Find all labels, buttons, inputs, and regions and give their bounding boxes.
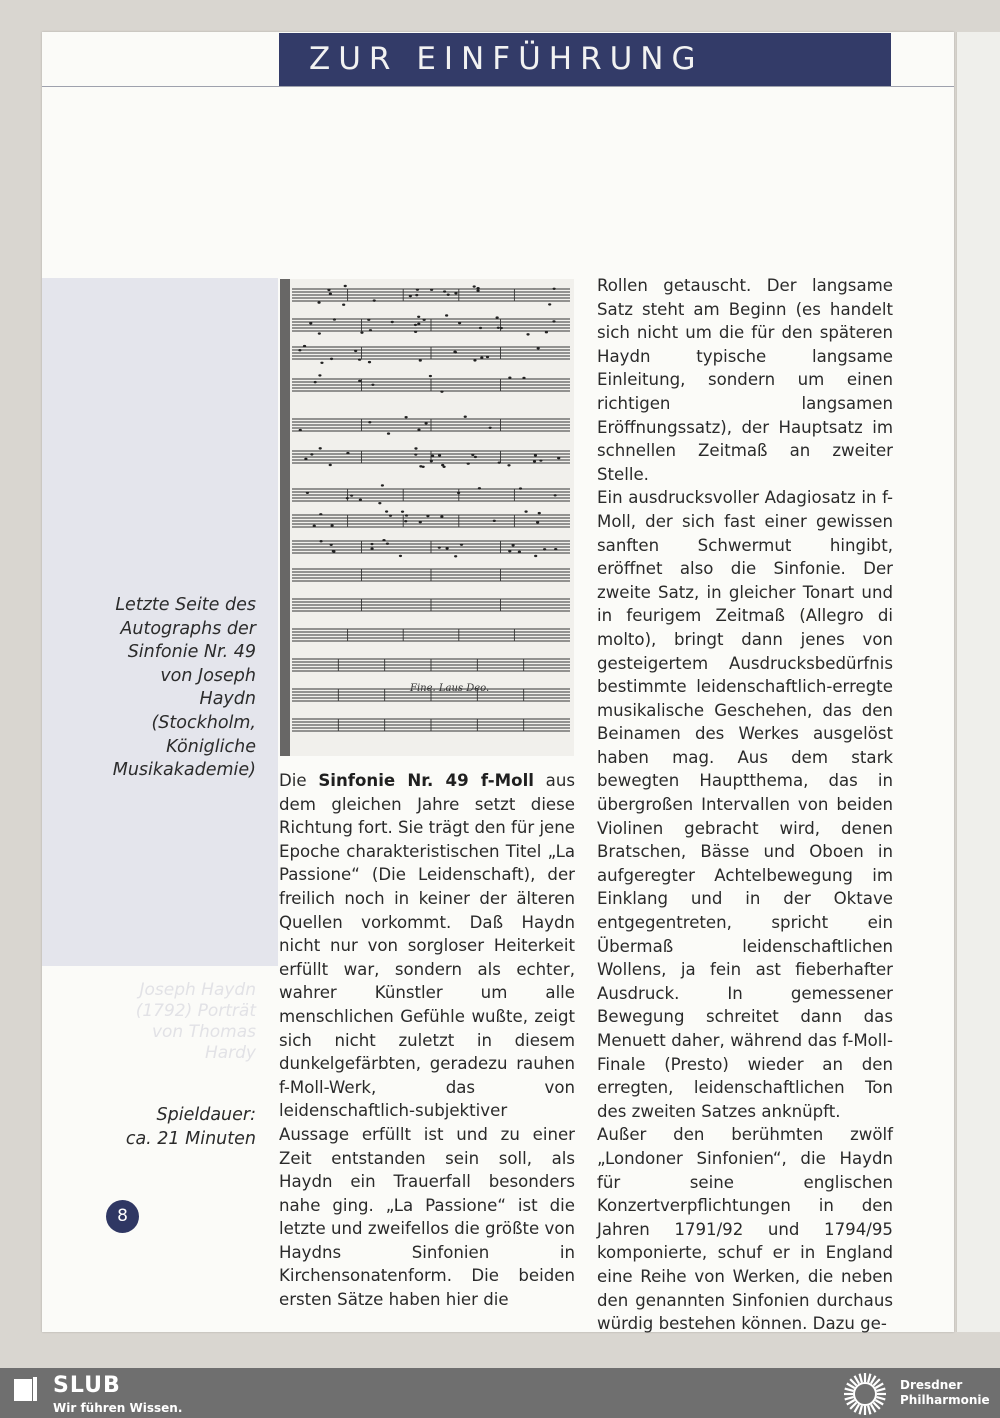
- note-head: [548, 303, 551, 305]
- note-head: [332, 550, 335, 552]
- note-head: [471, 454, 474, 456]
- note-head: [426, 515, 429, 517]
- note-head: [401, 510, 404, 512]
- note-head: [304, 458, 307, 460]
- slub-logo-icon: [12, 1375, 40, 1403]
- logo-ray: [850, 1402, 856, 1408]
- note-head: [370, 548, 373, 550]
- duration: [100, 1104, 256, 1151]
- article-body: aus dem gleichen Jahre setzt diese Richtung fort. Sie trägt den für jene Epoche charakteristischen Titel „La Passione“ (Die Leidenschaft), der freilich noch in keiner der älteren Quellen vorkommt. Daß Haydn nicht nur von sorgloser Heiterkeit erfüllt war, sondern als echter, wahrer Künstler um alle menschlichen Gefühle wußte, zeigt sich nicht zuletzt in diesem dunkelgefärbten, geradezu rauhen f-Moll-Werk, das von leidenschaftlich-subjektiver Aussage erfüllt ist und zu einer Zeit entstanden sein soll, als Haydn ein Trauerfall besonders nahe ging. „La Passione“ ist die letzte und zweifellos die größte von Haydns Sinfonien in Kirchensonatenform. Die beiden ersten Sätze haben hier die: [279, 771, 576, 1310]
- note-head: [454, 292, 457, 294]
- note-head: [519, 487, 522, 489]
- logo-ray: [875, 1384, 883, 1389]
- note-head: [545, 331, 548, 333]
- note-head: [299, 429, 302, 431]
- note-head: [298, 349, 301, 351]
- note-head: [329, 464, 332, 466]
- article-column-middle: [279, 769, 575, 1312]
- note-head: [354, 350, 357, 352]
- note-head: [489, 427, 492, 429]
- note-head: [500, 327, 503, 329]
- note-head: [536, 521, 539, 523]
- note-head: [306, 492, 309, 494]
- note-head: [534, 555, 537, 557]
- article-paragraph: Außer den berühmten zwölf „Londoner Sinfonien“, die Haydn für seine englischen Konzertverpflichtungen in den Jahren 1791/92 und 1794/95 komponierte, schuf er in England eine Reihe von Werken, die neben den genannten Sinfonien durchaus würdig bestehen können. Dazu ge-: [597, 1125, 893, 1334]
- note-head: [476, 287, 479, 289]
- logo-ray: [877, 1397, 886, 1399]
- note-head: [344, 285, 347, 287]
- note-head: [367, 319, 370, 321]
- note-head: [507, 464, 510, 466]
- note-head: [438, 546, 441, 548]
- logo-ray: [855, 1404, 860, 1412]
- note-head: [422, 466, 425, 468]
- note-head: [438, 454, 441, 456]
- note-head: [359, 499, 362, 501]
- logo-ray: [875, 1400, 883, 1405]
- philharmonie-logo-icon: [842, 1371, 888, 1417]
- note-head: [508, 550, 511, 552]
- note-head: [330, 358, 333, 360]
- note-head: [429, 375, 432, 377]
- article-paragraph: Ein ausdrucksvoller Adagiosatz in f-Moll, der sich fast einer gewissen sanften Schwermut hingibt, eröffnet also die Sinfonie. Der zweite Satz, in gleicher Tonart und in feurigem Zeitmaß (Allegro di molto), bringt dann jenes von gesteigertem Ausdrucksbedürfnis bestimmte leidenschaftlich-erregte musikalische Geschehen, das den Beinamen des Werkes ausgelöst haben mag. Aus dem stark bewegten Hauptthema, das in übergroßen Intervallen von beiden Violinen gebracht wird, denen Bratschen, Bässe und Oboen in aufgeregter Achtelbewegung im Einklang und in der Oktave entgegentreten, spricht ein Übermaß leidenschaftlichen Wollens, ja fein ast fieberhafter Ausdruck. In gemessener Bewegung schreitet dann das Menuett daher, während das f-Moll-Finale (Presto) wieder an den erregten, leidenschaftlichen Ton des zweiten Satzes anknüpft.: [597, 488, 893, 1121]
- slub-title: SLUB: [53, 1373, 121, 1398]
- note-head: [333, 318, 336, 320]
- article-paragraph: [279, 769, 575, 1312]
- logo-ray: [873, 1379, 879, 1385]
- note-head: [309, 322, 312, 324]
- note-head: [414, 331, 417, 333]
- note-head: [303, 345, 306, 347]
- note-head: [327, 289, 330, 291]
- note-head: [440, 390, 443, 392]
- note-head: [467, 462, 470, 464]
- score-image: [280, 279, 574, 756]
- note-head: [454, 555, 457, 557]
- note-head: [454, 351, 457, 353]
- note-head: [473, 285, 476, 287]
- article-column-right: [597, 274, 893, 1336]
- note-head: [518, 551, 521, 553]
- logo-ray: [868, 1406, 870, 1415]
- note-head: [386, 543, 389, 545]
- logo-ray: [845, 1397, 854, 1399]
- note-head: [414, 447, 417, 449]
- partner-name: [900, 1378, 990, 1408]
- note-head: [543, 548, 546, 550]
- note-head: [480, 357, 483, 359]
- note-head: [442, 466, 445, 468]
- note-head: [533, 460, 536, 462]
- note-head: [443, 290, 446, 292]
- note-head: [430, 460, 433, 462]
- note-head: [320, 362, 323, 364]
- note-head: [474, 456, 477, 458]
- note-head: [425, 422, 428, 424]
- note-head: [431, 455, 434, 457]
- slub-subtitle: Wir führen Wissen.: [53, 1401, 183, 1415]
- note-head: [478, 487, 481, 489]
- note-head: [346, 497, 349, 499]
- note-head: [373, 299, 376, 301]
- note-head: [389, 514, 392, 516]
- image-caption: Letzte Seite des Autographs der Sinfonie Nr. 49 von Joseph Haydn (Stockholm, Königliche Musikakademie): [112, 595, 256, 781]
- duration-label: Spieldauer:: [156, 1105, 256, 1125]
- note-head: [473, 359, 476, 361]
- note-head: [368, 421, 371, 423]
- note-head: [464, 416, 467, 418]
- note-head: [557, 457, 560, 459]
- note-head: [479, 327, 482, 329]
- note-head: [317, 301, 320, 303]
- note-head: [447, 294, 450, 296]
- note-head: [318, 332, 321, 334]
- note-head: [445, 314, 448, 316]
- article-intro: Die: [279, 771, 319, 790]
- logo-ray: [871, 1404, 876, 1412]
- note-head: [552, 320, 555, 322]
- logo-ray: [873, 1402, 879, 1408]
- note-head: [419, 521, 422, 523]
- logo-ray: [871, 1376, 876, 1384]
- note-head: [508, 377, 511, 379]
- note-head: [526, 333, 529, 335]
- show-through-caption: Joseph Haydn (1792) Porträt von Thomas Hardy: [135, 980, 256, 1063]
- note-head: [496, 316, 499, 318]
- note-head: [381, 484, 384, 486]
- note-head: [554, 548, 557, 550]
- note-head: [370, 543, 373, 545]
- note-head: [423, 319, 426, 321]
- logo-ray: [860, 1374, 862, 1383]
- note-head: [319, 447, 322, 449]
- note-head: [313, 525, 316, 527]
- note-head: [430, 289, 433, 291]
- note-head: [539, 459, 542, 461]
- note-head: [524, 510, 527, 512]
- note-head: [314, 381, 317, 383]
- note-head: [358, 358, 361, 360]
- footer-bar: [0, 1368, 1000, 1418]
- partner-line-1: Dresdner: [900, 1378, 963, 1392]
- note-head: [342, 304, 345, 306]
- note-head: [329, 293, 332, 295]
- note-head: [369, 329, 372, 331]
- note-head: [498, 461, 501, 463]
- note-head: [486, 356, 489, 358]
- note-head: [405, 514, 408, 516]
- score-inscription: Fine. Laus Deo.: [410, 683, 490, 694]
- note-head: [368, 361, 371, 363]
- logo-ray: [868, 1374, 870, 1383]
- note-head: [417, 323, 420, 325]
- note-head: [310, 453, 313, 455]
- note-head: [404, 520, 407, 522]
- note-head: [458, 322, 461, 324]
- logo-ray: [847, 1400, 855, 1405]
- logo-ray: [877, 1389, 886, 1391]
- note-head: [419, 359, 422, 361]
- article-paragraph: Rollen getauscht. Der langsame Satz steht am Beginn (es handelt sich nicht um die für den späteren Haydn typische langsame Einleitung, sondern um einen richtigen langsamen Eröffnungssatz), der Hauptsatz im schnellen Zeitmaß an zweiter Stelle.: [597, 276, 893, 484]
- note-head: [371, 384, 374, 386]
- note-head: [360, 331, 363, 333]
- next-page-edge: [956, 32, 1000, 1332]
- note-head: [476, 289, 479, 291]
- note-head: [330, 544, 333, 546]
- page-number: 8: [106, 1200, 139, 1233]
- note-head: [378, 502, 381, 504]
- logo-ray: [855, 1376, 860, 1384]
- note-head: [457, 492, 460, 494]
- note-head: [554, 494, 557, 496]
- note-head: [446, 547, 449, 549]
- note-head: [417, 429, 420, 431]
- note-head: [318, 374, 321, 376]
- logo-ray: [860, 1406, 862, 1415]
- note-head: [399, 555, 402, 557]
- note-head: [391, 321, 394, 323]
- note-head: [350, 494, 353, 496]
- article-heading-inline: Sinfonie Nr. 49 f-Moll: [318, 771, 534, 790]
- logo-ray: [847, 1384, 855, 1389]
- note-head: [440, 515, 443, 517]
- note-head: [346, 452, 349, 454]
- note-head: [382, 539, 385, 541]
- note-head: [417, 316, 420, 318]
- logo-ray: [845, 1389, 854, 1391]
- note-head: [538, 512, 541, 514]
- partner-line-2: Philharmonie: [900, 1393, 990, 1407]
- note-head: [319, 513, 322, 515]
- note-head: [553, 288, 556, 290]
- note-head: [537, 347, 540, 349]
- note-head: [534, 454, 537, 456]
- note-head: [414, 453, 417, 455]
- section-banner: ZUR EINFÜHRUNG: [279, 33, 891, 86]
- note-head: [358, 380, 361, 382]
- note-head: [331, 524, 334, 526]
- note-head: [512, 544, 515, 546]
- note-head: [387, 432, 390, 434]
- note-head: [493, 520, 496, 522]
- note-head: [385, 510, 388, 512]
- note-head: [405, 416, 408, 418]
- note-head: [460, 543, 463, 545]
- note-head: [319, 540, 322, 542]
- note-head: [497, 327, 500, 329]
- logo-ray: [850, 1379, 856, 1385]
- note-head: [409, 295, 412, 297]
- header-rule: [42, 86, 954, 87]
- duration-value: ca. 21 Minuten: [125, 1128, 256, 1149]
- note-head: [522, 377, 525, 379]
- note-head: [415, 294, 418, 296]
- note-head: [414, 324, 417, 326]
- score-drawing: [280, 279, 574, 756]
- note-head: [416, 288, 419, 290]
